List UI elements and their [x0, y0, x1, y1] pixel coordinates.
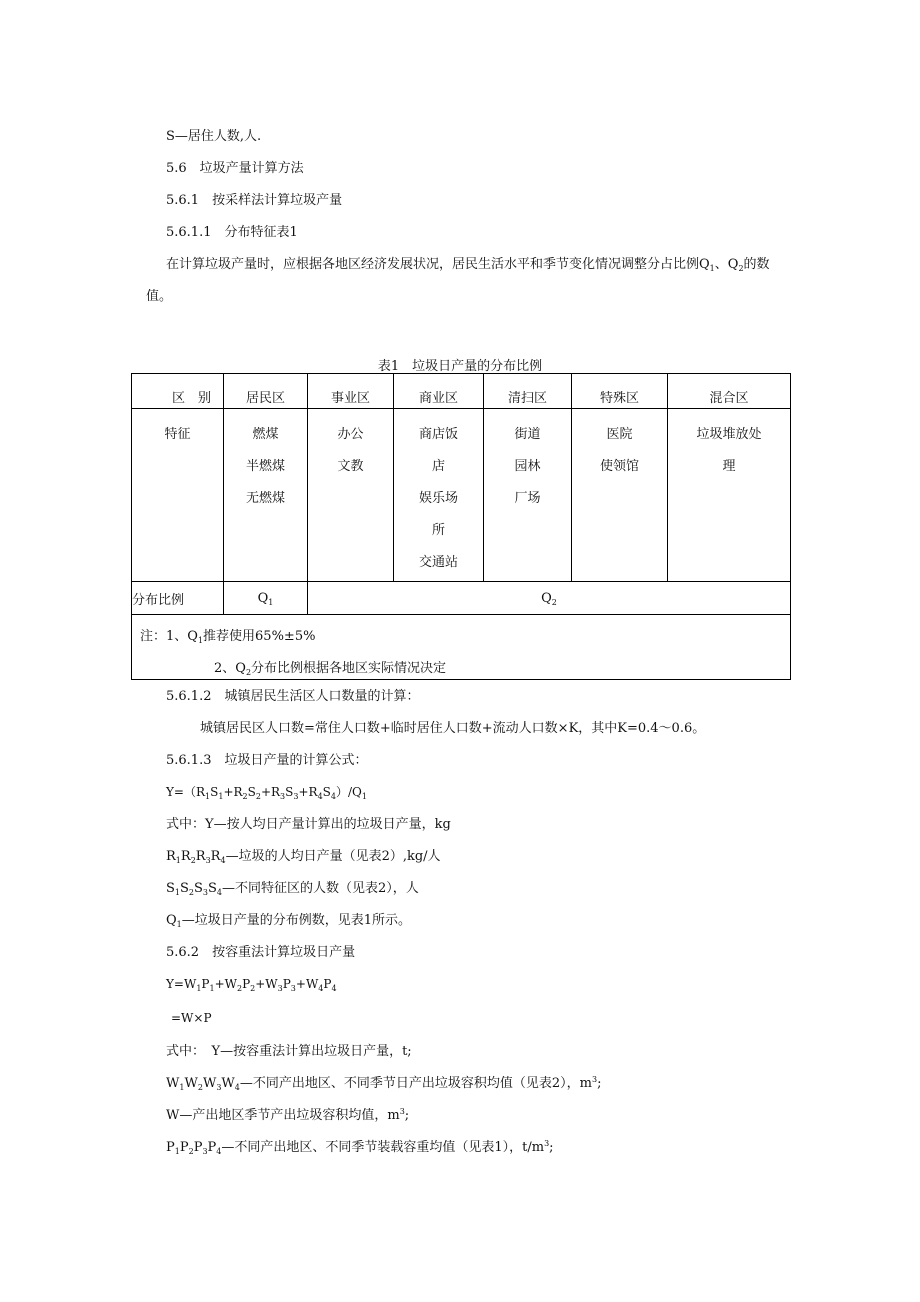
p-definition: $P_1P_2P_3P_4—$不同产出地区、不同季节装载容重均值（见表1），$t/m^3$; [166, 1139, 554, 1156]
header-cell: 特殊区 [572, 374, 668, 409]
r-definition: $R_1R_2R_3R_4—$垃圾的人均日产量（见表2）,kg/人 [166, 849, 441, 865]
ratio-q2: $Q_2$ [308, 582, 791, 615]
feature-cell: 办公 文教 [308, 409, 394, 582]
section-5-6-2: 5.6.2 按容重法计算垃圾日产量 [166, 945, 356, 960]
w-average: W—产出地区季节产出垃圾容积均值，$m^3$; [166, 1107, 410, 1123]
q-definition: $Q_1—$垃圾日产量的分布例数，见表1所示。 [166, 913, 412, 929]
header-cell: 商业区 [394, 374, 484, 409]
feature-cell: 垃圾堆放处 理 [668, 409, 791, 582]
where-y2: 式中： Y—按容重法计算出垃圾日产量，t; [166, 1044, 412, 1059]
formula-w-total: =W×P [171, 1011, 212, 1025]
feature-cell: 燃煤 半燃煤 无燃煤 [224, 409, 308, 582]
table-note-row [132, 615, 791, 680]
table-note [132, 615, 791, 680]
table-header-row [132, 374, 791, 409]
header-cell: 事业区 [308, 374, 394, 409]
w-definition: $W_1W_2W_3W_4—$不同产出地区、不同季节日产出垃圾容积均值（见表2），$m^3$; [166, 1075, 602, 1092]
ratio-label: 分布比例 [132, 582, 224, 615]
feature-cell: 商店饭 店 娱乐场 所 交通站 [394, 409, 484, 582]
section-5-6-1: 5.6.1 按采样法计算垃圾产量 [166, 193, 343, 208]
section-5-6: 5.6 垃圾产量计算方法 [166, 161, 304, 176]
header-cell: 清扫区 [484, 374, 572, 409]
line-s-def: S—居住人数,人. [166, 129, 262, 144]
ratio-q1: $Q_1$ [224, 582, 308, 615]
header-cell: 区 别 [132, 374, 224, 409]
where-y: 式中：Y—按人均日产量计算出的垃圾日产量，kg [166, 817, 451, 832]
section-5-6-1-2: 5.6.1.2 城镇居民生活区人口数量的计算： [166, 689, 420, 704]
section-5-6-1-1: 5.6.1.1 分布特征表1 [166, 225, 298, 240]
table-ratio-row [132, 582, 791, 615]
paragraph-cont: 值。 [146, 289, 173, 304]
formula-w: $Y=W_1P_1+W_2P_2+W_3P_3+W_4P_4$ [166, 977, 337, 993]
note-1: 注：1、$Q_1$推荐使用65%±5% [140, 629, 316, 645]
s-definition: $S_1S_2S_3S_4—$不同特征区的人数（见表2），人 [166, 881, 419, 897]
paragraph-distribution: 在计算垃圾产量时，应根据各地区经济发展状况，居民生活水平和季节变化情况调整分占比例$Q_1$、$Q_2$的数 [166, 257, 770, 273]
table-caption: 表1 垃圾日产量的分布比例 [377, 359, 543, 374]
note-2: 2、$Q_2$分布比例根据各地区实际情况决定 [214, 661, 447, 677]
section-5-6-1-3: 5.6.1.3 垃圾日产量的计算公式： [166, 753, 368, 768]
table-feature-row [132, 409, 791, 582]
distribution-table [131, 373, 791, 680]
population-formula: 城镇居民区人口数=常住人口数+临时居住人口数+流动人口数×K，其中K=0.4～0.6。 [200, 721, 706, 736]
header-cell: 居民区 [224, 374, 308, 409]
formula-y: $Y=(R_1S_1+R_2S_2+R_3S_3+R_4S_4)/Q_1$ [166, 785, 367, 801]
feature-label: 特征 [132, 409, 224, 582]
feature-cell: 医院 使领馆 [572, 409, 668, 582]
header-cell: 混合区 [668, 374, 791, 409]
feature-cell: 街道 园林 厂场 [484, 409, 572, 582]
